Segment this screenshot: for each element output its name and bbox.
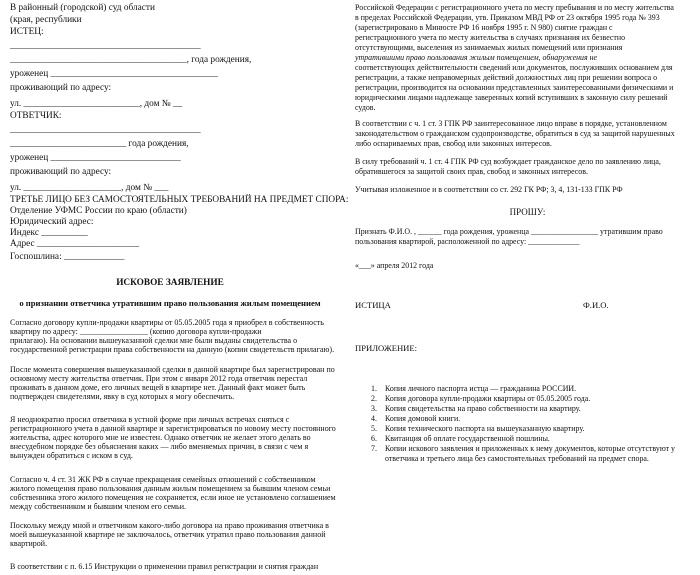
paragraph-line: вынужден обратиться с иском в суд.	[10, 451, 133, 460]
attachments-heading: ПРИЛОЖЕНИЕ:	[355, 343, 418, 353]
paragraph-line: внесудебном порядке без объяснения каких — либо вменяемых причин, в связи с чем я	[10, 442, 309, 451]
plaintiff-birthplace: уроженец ____________________________________	[10, 69, 218, 79]
paragraph-line: Я неоднократно просил ответчика в устной форме при личных встречах сняться с	[10, 415, 290, 424]
paragraph-line: моей вышеуказанной квартире не заключалось, ответчик утратил право пользования данной	[10, 530, 326, 539]
third-party-name: Отделение УФМС России по краю (области)	[10, 206, 187, 216]
paragraph-line: государственной регистрации права собственности на данную (копии свидетельств прилагаю).	[10, 345, 335, 354]
document-subtitle: о признании ответчика утратившим право пользования жилым помещением	[19, 298, 321, 308]
paragraph-line: регистрационного учета в данной квартире и зарегистрироваться по новому месту постоянного	[10, 424, 336, 433]
paragraph-line: Согласно ч. 4 ст. 31 ЖК РФ в случае прекращения семейных отношений с собственником	[10, 475, 316, 484]
paragraph-line: В соответствии с п. 6.15 Инструкции о применении правил регистрации и снятия граждан	[10, 562, 319, 571]
paragraph-line: регистрационного учета по месту жительства в случаях признания их безвестно	[355, 33, 626, 42]
index-line: Индекс __________	[10, 228, 88, 238]
attachment-item: 1. Копия личного паспорта истца — гражданина РОССИИ.	[371, 384, 577, 393]
paragraph-line: прилагаю). На основании вышеуказанной сделки мне были выданы свидетельства о	[10, 336, 298, 345]
plaintiff-signature-label: ИСТИЦА	[355, 300, 391, 310]
defendant-street: ул. _____________________, дом № ___	[10, 183, 169, 193]
paragraph-line: квартиру по адресу: _________________ (копию договора купли-продажи	[10, 327, 262, 336]
paragraph-line: Согласно договору купли-продажи квартиры от 05.05.2005 года я приобрел в собственность	[10, 318, 324, 327]
court-line: В районный (городской) суд области	[10, 3, 155, 13]
paragraph-line: собственника этого жилого помещения не сохраняется, если иное не установлено соглашением	[10, 493, 336, 502]
paragraph-line: проживать в данном доме, его личных вещей в квартире нет. Данный факт может быть	[10, 383, 306, 392]
paragraph-line: регистрации, а также неправомерных действий должностных лиц при решении вопроса о	[355, 73, 658, 82]
attachment-item: 5. Копия технического паспорта на вышеуказанную квартиру.	[371, 424, 585, 433]
attachment-item: 2. Копия договора купли-продажи квартиры от 05.05.2005 года.	[371, 394, 591, 403]
address-line: Адрес ______________________	[10, 239, 140, 249]
document-title: ИСКОВОЕ ЗАЯВЛЕНИЕ	[116, 278, 224, 288]
paragraph-line: отсутствующими, выселения из занимаемых жилых помещений или признания	[355, 43, 623, 52]
defendant-birth-line: _________________________ года рождения,	[10, 139, 189, 149]
paragraph-line: между собственником и бывшим членом его семьи.	[10, 502, 186, 511]
defendant-label: ОТВЕТЧИК:	[10, 111, 62, 121]
defendant-address-label: проживающий по адресу:	[10, 167, 112, 177]
request-heading: ПРОШУ:	[509, 207, 546, 217]
paragraph-line: судов.	[355, 103, 376, 112]
paragraph-line: обратившегося за защитой своих прав, свобод и законных интересов.	[355, 167, 588, 176]
paragraph-line: Учитывая изложенное и в соответствии со ст. 292 ГК РФ; 3, 4, 131-133 ГПК РФ	[355, 185, 623, 194]
state-fee-line: Госпошлина: _____________	[10, 252, 125, 262]
paragraph-line: соответствующих действительности сведений или документов, послуживших основанием для	[355, 63, 673, 72]
paragraph-line: В силу требований ч. 1 ст. 4 ГПК РФ суд возбуждает гражданское дело по заявлению лица,	[355, 157, 661, 166]
plaintiff-label: ИСТЕЦ:	[10, 27, 44, 37]
paragraph-line: либо оспариваемых прав, свобод или законных интересов.	[355, 139, 552, 148]
paragraph-line: жилого помещения право пользования данным жилым помещением за бывшим членом семьи	[10, 484, 331, 493]
attachment-item: 3. Копия свидетельства на право собственности на квартиру.	[371, 404, 581, 413]
plaintiff-address-label: проживающий по адресу:	[10, 83, 112, 93]
attachment-item: ответчика и третьего лица без самостоятельных требований на предмет спора.	[385, 454, 649, 463]
third-party-label: ТРЕТЬЕ ЛИЦО БЕЗ САМОСТОЯТЕЛЬНЫХ ТРЕБОВАНИЙ НА ПРЕДМЕТ СПОРА:	[10, 195, 349, 205]
paragraph-line: утратившими право пользования жилым помещением, обнаружения не	[355, 53, 598, 62]
plaintiff-street: ул. _________________________, дом № __	[10, 99, 183, 109]
attachment-item: 7. Копии искового заявления и приложенных к нему документов, которые отсутствуют у	[371, 444, 675, 453]
legal-address-label: Юридический адрес:	[10, 217, 94, 227]
paragraph-line: в пределах Российской Федерации, утв. Приказом МВД РФ от 23 октября 1995 года № 393	[355, 13, 660, 22]
paragraph-line: В соответствии с ч. 1 ст. 3 ГПК РФ заинтересованное лицо вправе в порядке, установленном	[355, 119, 667, 128]
request-line: Признать Ф.И.О. , ______ года рождения, уроженца _________________ утратившим право	[355, 227, 663, 236]
paragraph-line: жительства, адрес которого мне не известен. Однако ответчик не желает этого делать во	[10, 433, 311, 442]
attachment-item: 4. Копия домовой книги.	[371, 414, 461, 423]
plaintiff-name-line: _________________________________________	[10, 41, 201, 51]
paragraph-line: юридическими лицами надлежаще заверенных копий вступивших в законную силу решений	[355, 93, 668, 102]
defendant-name-line: _________________________________________	[10, 125, 201, 135]
plaintiff-birth-line: ______________________________________, года рождения,	[10, 55, 252, 65]
paragraph-line: законодательством о гражданском судопроизводстве, обратиться в суд за защитой нарушенных	[355, 129, 675, 138]
date-line: «___» апреля 2012 года	[355, 261, 434, 270]
paragraph-line: квартирой.	[10, 539, 48, 548]
defendant-birthplace: уроженец ____________________________	[10, 153, 181, 163]
paragraph-line: основному месту жительства ответчик. При этом с января 2012 года ответчик перестал	[10, 374, 308, 383]
paragraph-line: После момента совершения вышеуказанной сделки в данной квартире был зарегистрирован по	[10, 365, 335, 374]
paragraph-line: подтвержден свидетелями, явку в суд которых я могу обеспечить.	[10, 392, 235, 401]
paragraph-line: регистрации, производится на основании представленных заинтересованными физическими и	[355, 83, 674, 92]
plaintiff-signature-name: Ф.И.О.	[583, 300, 609, 310]
paragraph-line: Поскольку между мной и ответчиком какого-либо договора на право проживания ответчика в	[10, 521, 329, 530]
paragraph-line: (зарегистрировано в Минюсте РФ 16 ноября 1995 г. N 980) снятие граждан с	[355, 23, 613, 32]
paragraph-line: Российской Федерации с регистрационного учета по месту пребывания и по месту жительства	[355, 3, 674, 12]
request-line: пользования квартирой, расположенной по адресу: _____________	[355, 237, 580, 246]
attachment-item: 6. Квитанция об оплате государственной пошлины.	[371, 434, 550, 443]
court-region: (края, республики	[10, 15, 82, 25]
